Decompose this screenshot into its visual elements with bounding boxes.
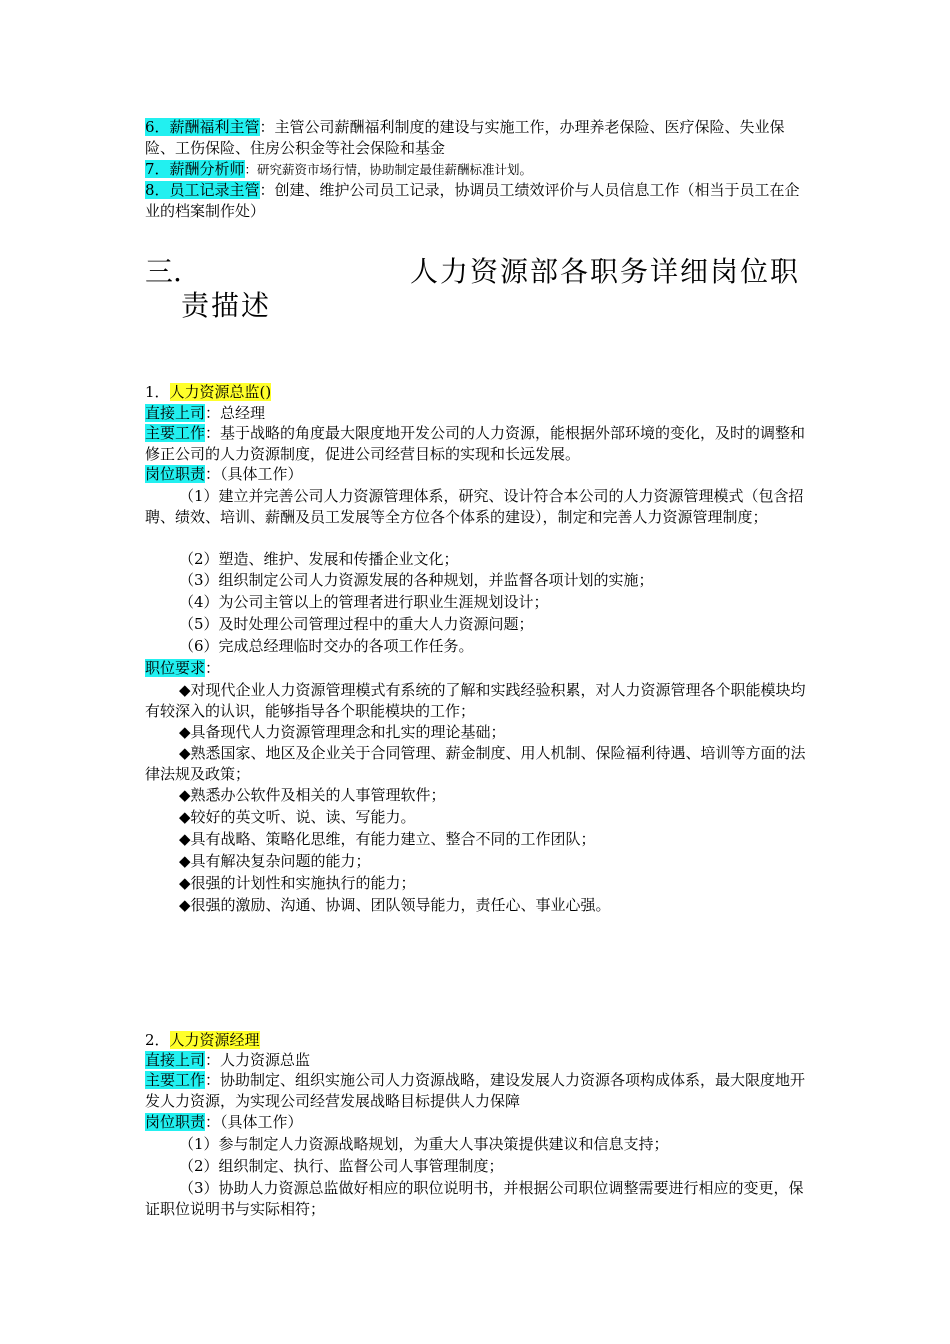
item-text: ：创建、维护公司员工记录，协调员工绩效评价与人员信息工作（相当于员工在企业的档案制作处）	[145, 181, 800, 220]
item-label: 7．薪酬分析师	[145, 160, 245, 178]
section-title-line1: 人力资源部各职务详细岗位职	[410, 255, 801, 288]
position-number: 1．	[145, 383, 170, 401]
work-label: 主要工作	[145, 424, 206, 442]
work-text: ：协助制定、组织实施公司人力资源战略，建设发展人力资源各项构成体系，最大限度地开发人力资源，为实现公司经营发展战略目标提供人力保障	[145, 1071, 806, 1110]
duty-item: （3）协助人力资源总监做好相应的职位说明书，并根据公司职位调整需要进行相应的变更，保证职位说明书与实际相符；	[145, 1179, 804, 1218]
section-title-line2: 责描述	[181, 289, 272, 322]
duty-heading	[145, 464, 810, 485]
supervisor-value: ：人力资源总监	[205, 1051, 311, 1069]
duty-item: （2）塑造、维护、发展和传播企业文化；	[179, 550, 459, 568]
duty-label: 岗位职责	[145, 465, 206, 483]
duty-item: （3）组织制定公司人力资源发展的各种规划，并监督各项计划的实施；	[179, 571, 654, 589]
requirement-item: ◆熟悉国家、地区及企业关于合同管理、薪金制度、用人机制、保险福利待遇、培训等方面的法律法规及政策；	[145, 744, 806, 783]
supervisor-line	[145, 403, 810, 424]
requirement-heading	[145, 658, 810, 679]
supervisor-label: 直接上司	[145, 1051, 206, 1069]
position-name: 人力资源经理	[169, 1031, 260, 1049]
requirement-item: ◆很强的激励、沟通、协调、团队领导能力，责任心、事业心强。	[179, 896, 611, 914]
requirement-item: ◆对现代企业人力资源管理模式有系统的了解和实践经验积累，对人力资源管理各个职能模块均有较深入的认识，能够指导各个职能模块的工作；	[145, 681, 806, 720]
duty-item: （1）参与制定人力资源战略规划，为重大人事决策提供建议和信息支持；	[179, 1135, 669, 1153]
list-item-7	[145, 159, 810, 180]
requirement-item: ◆具有解决复杂问题的能力；	[179, 852, 371, 870]
requirement-suffix: ：	[205, 659, 221, 677]
section-number: 三.	[145, 255, 182, 288]
item-text: ：研究薪资市场行情，协助制定最佳薪酬标准计划。	[244, 162, 533, 177]
supervisor-line	[145, 1050, 810, 1071]
duty-item: （2）组织制定、执行、监督公司人事管理制度；	[179, 1157, 504, 1175]
item-label: 6．薪酬福利主管	[145, 118, 260, 136]
work-label: 主要工作	[145, 1071, 206, 1089]
requirement-label: 职位要求	[145, 659, 206, 677]
position-title	[145, 382, 810, 403]
position-name: 人力资源总监()	[169, 383, 272, 401]
requirement-item: ◆很强的计划性和实施执行的能力；	[179, 874, 416, 892]
position-title	[145, 1030, 810, 1051]
list-item-6	[145, 117, 810, 159]
main-work	[145, 423, 810, 465]
supervisor-value: ：总经理	[205, 404, 266, 422]
requirement-item: ◆较好的英文听、说、读、写能力。	[179, 808, 416, 826]
supervisor-label: 直接上司	[145, 404, 206, 422]
duty-item: （5）及时处理公司管理过程中的重大人力资源问题；	[179, 615, 534, 633]
requirement-item: ◆具有战略、策略化思维，有能力建立、整合不同的工作团队；	[179, 830, 596, 848]
duty-item: （1）建立并完善公司人力资源管理体系，研究、设计符合本公司的人力资源管理模式（包含招聘、绩效、培训、薪酬及员工发展等全方位各个体系的建设），制定和完善人力资源管理制度；	[145, 487, 804, 526]
requirement-item: ◆熟悉办公软件及相关的人事管理软件；	[179, 786, 446, 804]
duty-heading	[145, 1112, 810, 1133]
duty-item: （6）完成总经理临时交办的各项工作任务。	[179, 637, 474, 655]
work-text: ：基于战略的角度最大限度地开发公司的人力资源，能根据外部环境的变化，及时的调整和修正公司的人力资源制度，促进公司经营目标的实现和长远发展。	[145, 424, 806, 463]
item-label: 8．员工记录主管	[145, 181, 260, 199]
main-work	[145, 1070, 810, 1112]
item-text: ：主管公司薪酬福利制度的建设与实施工作，办理养老保险、医疗保险、失业保险、工伤保险、住房公积金等社会保险和基金	[145, 118, 785, 157]
duty-item: （4）为公司主管以上的管理者进行职业生涯规划设计；	[179, 593, 549, 611]
duty-suffix: ：（具体工作）	[205, 1113, 303, 1131]
list-item-8	[145, 180, 810, 222]
duty-label: 岗位职责	[145, 1113, 206, 1131]
position-number: 2．	[145, 1031, 170, 1049]
requirement-item: ◆具备现代人力资源管理理念和扎实的理论基础；	[179, 723, 506, 741]
duty-suffix: ：（具体工作）	[205, 465, 303, 483]
